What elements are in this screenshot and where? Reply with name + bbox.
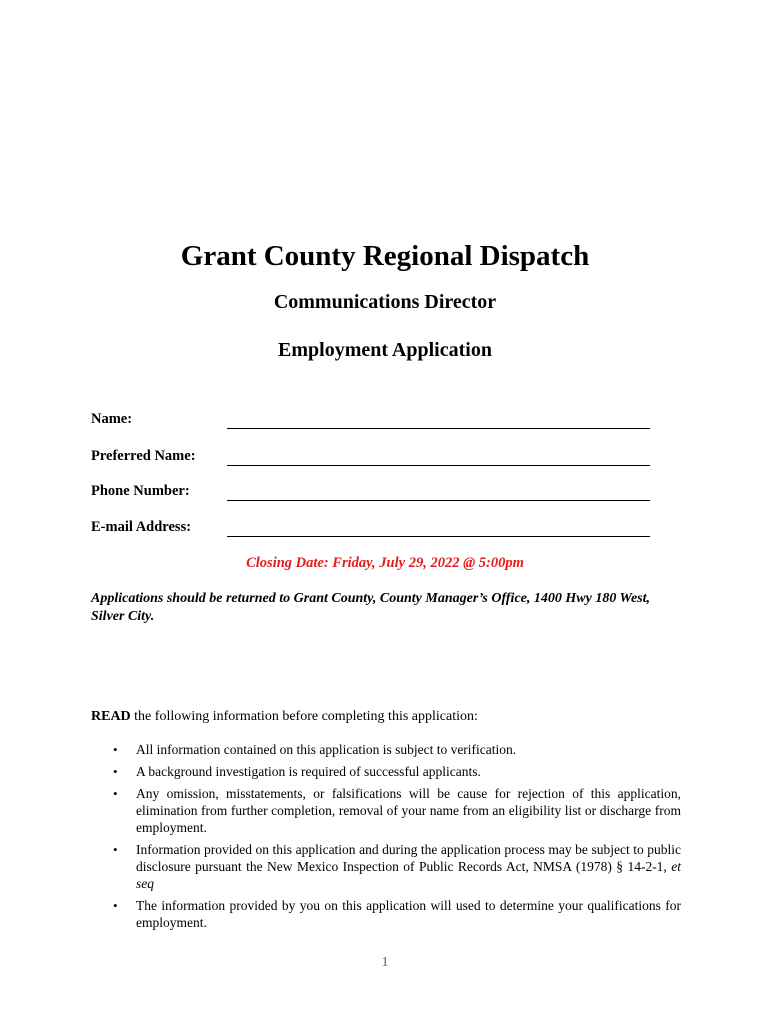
bullet-icon: • (113, 842, 118, 857)
list-item-text: Information provided on this application and during the application process may be subject to public disclosure pursuant the New Mexico Inspection of Public Records Act, NMSA (1978) § 14-2-1, (136, 842, 681, 874)
list-item (91, 841, 681, 892)
phone-number-label: Phone Number: (91, 483, 190, 499)
return-instructions: Applications should be returned to Grant County, County Manager’s Office, 1400 Hwy 180 West, Silver City. (91, 591, 651, 624)
preferred-name-field-row (91, 448, 651, 470)
bullet-icon: • (113, 898, 118, 913)
read-text: the following information before completing this application: (130, 709, 478, 724)
list-item-text: All information contained on this application is subject to verification. (136, 742, 517, 757)
page-number: 1 (381, 955, 389, 970)
document-title: Grant County Regional Dispatch (180, 240, 590, 272)
email-input-line[interactable] (227, 536, 650, 537)
list-item-italic: et seq (136, 859, 681, 891)
phone-number-input-line[interactable] (227, 500, 650, 501)
form-title: Employment Application (278, 339, 492, 361)
closing-date: Closing Date: Friday, July 29, 2022 @ 5:00pm (246, 555, 524, 571)
preferred-name-input-line[interactable] (227, 465, 650, 466)
email-label: E-mail Address: (91, 519, 192, 535)
list-item (91, 785, 681, 836)
list-item (91, 741, 681, 758)
phone-number-field-row (91, 483, 651, 505)
name-label: Name: (91, 411, 133, 427)
preferred-name-label: Preferred Name: (91, 448, 196, 464)
read-instructions (91, 708, 681, 726)
name-input-line[interactable] (227, 428, 650, 429)
email-field-row (91, 519, 651, 541)
name-field-row (91, 411, 651, 433)
list-item-text: Any omission, misstatements, or falsifications will be cause for rejection of this application, elimination from further completion, removal of your name from an eligibility list or discharge from employment. (136, 786, 681, 835)
bullet-icon: • (113, 742, 118, 757)
information-list (91, 741, 681, 936)
bullet-icon: • (113, 786, 118, 801)
list-item (91, 897, 681, 931)
list-item-text: The information provided by you on this application will used to determine your qualifications for employment. (136, 898, 681, 930)
position-title: Communications Director (273, 291, 497, 313)
list-item-text: A background investigation is required of successful applicants. (136, 764, 481, 779)
list-item (91, 763, 681, 780)
bullet-icon: • (113, 764, 118, 779)
read-emphasis: READ (91, 709, 131, 724)
